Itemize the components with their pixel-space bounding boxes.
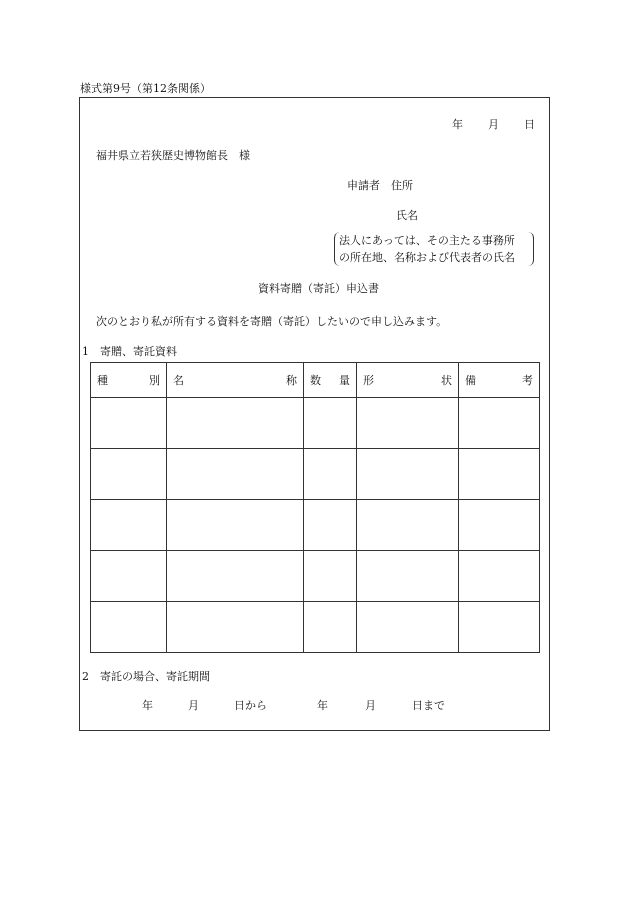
cell-type[interactable]: [91, 398, 167, 449]
table-header-row: [91, 363, 540, 398]
header-quantity: 数 量: [304, 363, 357, 398]
cell-quantity[interactable]: [304, 551, 357, 602]
cell-quantity[interactable]: [304, 602, 357, 653]
table-row: [91, 449, 540, 500]
cell-type[interactable]: [91, 500, 167, 551]
cell-shape[interactable]: [357, 602, 459, 653]
header-shape: 形 状: [357, 363, 459, 398]
cell-remarks[interactable]: [459, 500, 540, 551]
cell-quantity[interactable]: [304, 449, 357, 500]
cell-shape[interactable]: [357, 500, 459, 551]
period-to: 日まで: [412, 699, 445, 712]
cell-type[interactable]: [91, 449, 167, 500]
date-month: 月: [488, 118, 499, 131]
applicant-address-label: 申請者 住所: [347, 179, 413, 192]
header-name: 名 称: [167, 363, 304, 398]
section2-heading: 2 寄託の場合、寄託期間: [82, 670, 210, 683]
cell-remarks[interactable]: [459, 398, 540, 449]
period-year1: 年: [142, 699, 153, 712]
header-remarks: 備 考: [459, 363, 540, 398]
date-year: 年: [452, 118, 463, 131]
cell-shape[interactable]: [357, 551, 459, 602]
cell-remarks[interactable]: [459, 551, 540, 602]
period-month2: 月: [365, 699, 376, 712]
table-row: [91, 398, 540, 449]
cell-remarks[interactable]: [459, 449, 540, 500]
cell-name[interactable]: [167, 602, 304, 653]
form-number: 様式第9号（第12条関係）: [80, 82, 211, 95]
cell-type[interactable]: [91, 551, 167, 602]
document-title: 資料寄贈（寄託）申込書: [258, 282, 379, 295]
cell-name[interactable]: [167, 551, 304, 602]
corporate-note-line1: 法人にあっては、その主たる事務所: [339, 234, 515, 247]
period-from: 日から: [234, 699, 267, 712]
deposit-period: [142, 697, 445, 713]
cell-shape[interactable]: [357, 398, 459, 449]
corporate-note: [334, 232, 534, 266]
items-table: [90, 362, 540, 653]
cell-name[interactable]: [167, 398, 304, 449]
table-row: [91, 602, 540, 653]
section1-heading: 1 寄贈、寄託資料: [82, 345, 177, 358]
intro-text: 次のとおり私が所有する資料を寄贈（寄託）したいので申し込みます。: [96, 315, 448, 328]
period-year2: 年: [317, 699, 328, 712]
cell-type[interactable]: [91, 602, 167, 653]
cell-shape[interactable]: [357, 449, 459, 500]
addressee: 福井県立若狭歴史博物館長 様: [96, 149, 250, 162]
period-month1: 月: [188, 699, 199, 712]
applicant-name-label: 氏名: [396, 209, 418, 222]
table-row: [91, 500, 540, 551]
cell-name[interactable]: [167, 500, 304, 551]
corporate-note-line2: の所在地、名称および代表者の氏名: [339, 251, 515, 264]
date-day: 日: [524, 118, 535, 131]
cell-quantity[interactable]: [304, 398, 357, 449]
cell-name[interactable]: [167, 449, 304, 500]
date-line: [452, 116, 535, 132]
cell-quantity[interactable]: [304, 500, 357, 551]
cell-remarks[interactable]: [459, 602, 540, 653]
table-row: [91, 551, 540, 602]
header-type: 種 別: [91, 363, 167, 398]
